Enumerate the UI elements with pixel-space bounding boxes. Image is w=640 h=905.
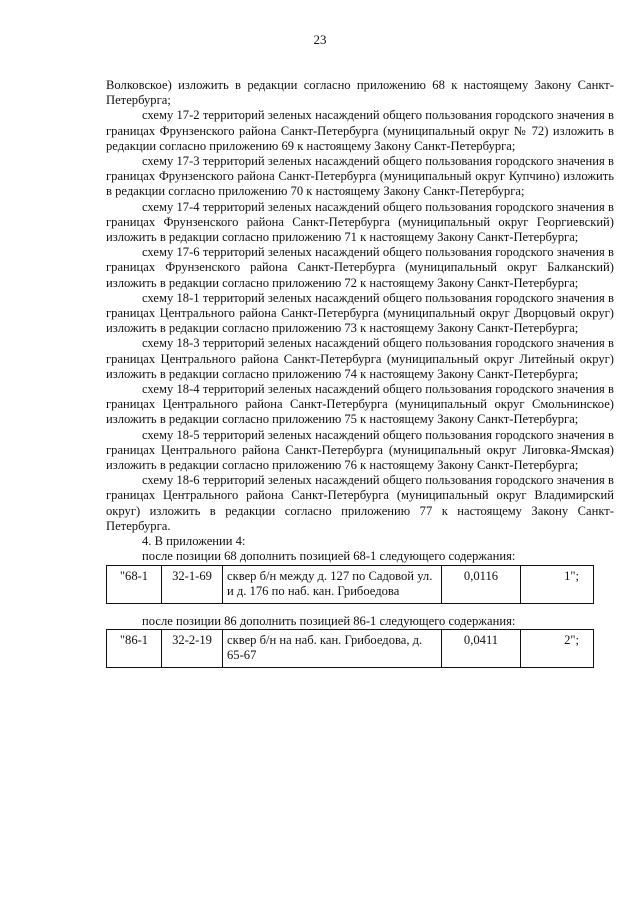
position-code: 32-1-69: [162, 565, 223, 603]
insert-2-intro: после позиции 86 дополнить позицией 86-1 следующего содержания:: [142, 613, 516, 628]
table-row: [107, 629, 594, 667]
page-number: 23: [313, 32, 327, 47]
insert-2-table: [106, 629, 594, 668]
paragraph: схему 17-2 территорий зеленых насаждений общего пользования городского значения в границах Фрунзенского района Санкт-Петербурга (муниципальный округ № 72) изложить в редакции согласно приложению 69 к настоящему Закону Санкт-Петербурга;: [106, 108, 614, 153]
position-line: 1";: [521, 565, 594, 603]
spacer: [106, 604, 614, 614]
position-number: "68-1: [107, 565, 162, 603]
position-line: 2";: [521, 629, 594, 667]
position-name: сквер б/н между д. 127 по Садовой ул. и д. 176 по наб. кан. Грибоедова: [223, 565, 442, 603]
position-name: сквер б/н на наб. кан. Грибоедова, д. 65-67: [223, 629, 442, 667]
paragraph: схему 18-3 территорий зеленых насаждений общего пользования городского значения в границах Центрального района Санкт-Петербурга (муниципальный округ Литейный округ) изложить в редакции согласно приложению 74 к настоящему Закону Санкт-Петербурга;: [106, 336, 614, 381]
paragraph: схему 18-4 территорий зеленых насаждений общего пользования городского значения в границах Центрального района Санкт-Петербурга (муниципальный округ Смольнинское) изложить в редакции согласно приложению 75 к настоящему Закону Санкт-Петербурга;: [106, 382, 614, 427]
paragraph: Волковское) изложить в редакции согласно приложению 68 к настоящему Закону Санкт-Петербурга;: [106, 78, 614, 108]
section-heading: 4. В приложении 4:: [142, 534, 246, 549]
table-row: [107, 565, 594, 603]
insert-1-intro: после позиции 68 дополнить позицией 68-1 следующего содержания:: [142, 549, 516, 564]
paragraph: схему 17-3 территорий зеленых насаждений общего пользования городского значения в границах Фрунзенского района Санкт-Петербурга (муниципальный округ Купчино) изложить в редакции согласно приложению 70 к настоящему Закону Санкт-Петербурга;: [106, 154, 614, 199]
position-code: 32-2-19: [162, 629, 223, 667]
paragraph: схему 17-6 территорий зеленых насаждений общего пользования городского значения в границах Фрунзенского района Санкт-Петербурга (муниципальный округ Балканский) изложить в редакции согласно приложению 72 к настоящему Закону Санкт-Петербурга;: [106, 245, 614, 290]
paragraph: схему 18-6 территорий зеленых насаждений общего пользования городского значения в границах Центрального района Санкт-Петербурга (муниципальный округ Владимирский округ) изложить в редакции согласно приложению 77 к настоящему Закону Санкт-Петербурга.: [106, 473, 614, 533]
paragraph: схему 18-5 территорий зеленых насаждений общего пользования городского значения в границах Центрального района Санкт-Петербурга (муниципальный округ Лиговка-Ямская) изложить в редакции согласно приложению 76 к настоящему Закону Санкт-Петербурга;: [106, 427, 614, 473]
position-area: 0,0116: [442, 565, 521, 603]
paragraph: схему 18-1 территорий зеленых насаждений общего пользования городского значения в границах Центрального района Санкт-Петербурга (муниципальный округ Дворцовый округ) изложить в редакции согласно приложению 73 к настоящему Закону Санкт-Петербурга;: [106, 290, 614, 336]
paragraph: схему 17-4 территорий зеленых насаждений общего пользования городского значения в границах Фрунзенского района Санкт-Петербурга (муниципальный округ Георгиевский) изложить в редакции согласно приложению 71 к настоящему Закону Санкт-Петербурга;: [106, 199, 614, 245]
document-body: [106, 78, 614, 668]
insert-1-table: [106, 565, 594, 604]
position-number: "86-1: [107, 629, 162, 667]
position-area: 0,0411: [442, 629, 521, 667]
